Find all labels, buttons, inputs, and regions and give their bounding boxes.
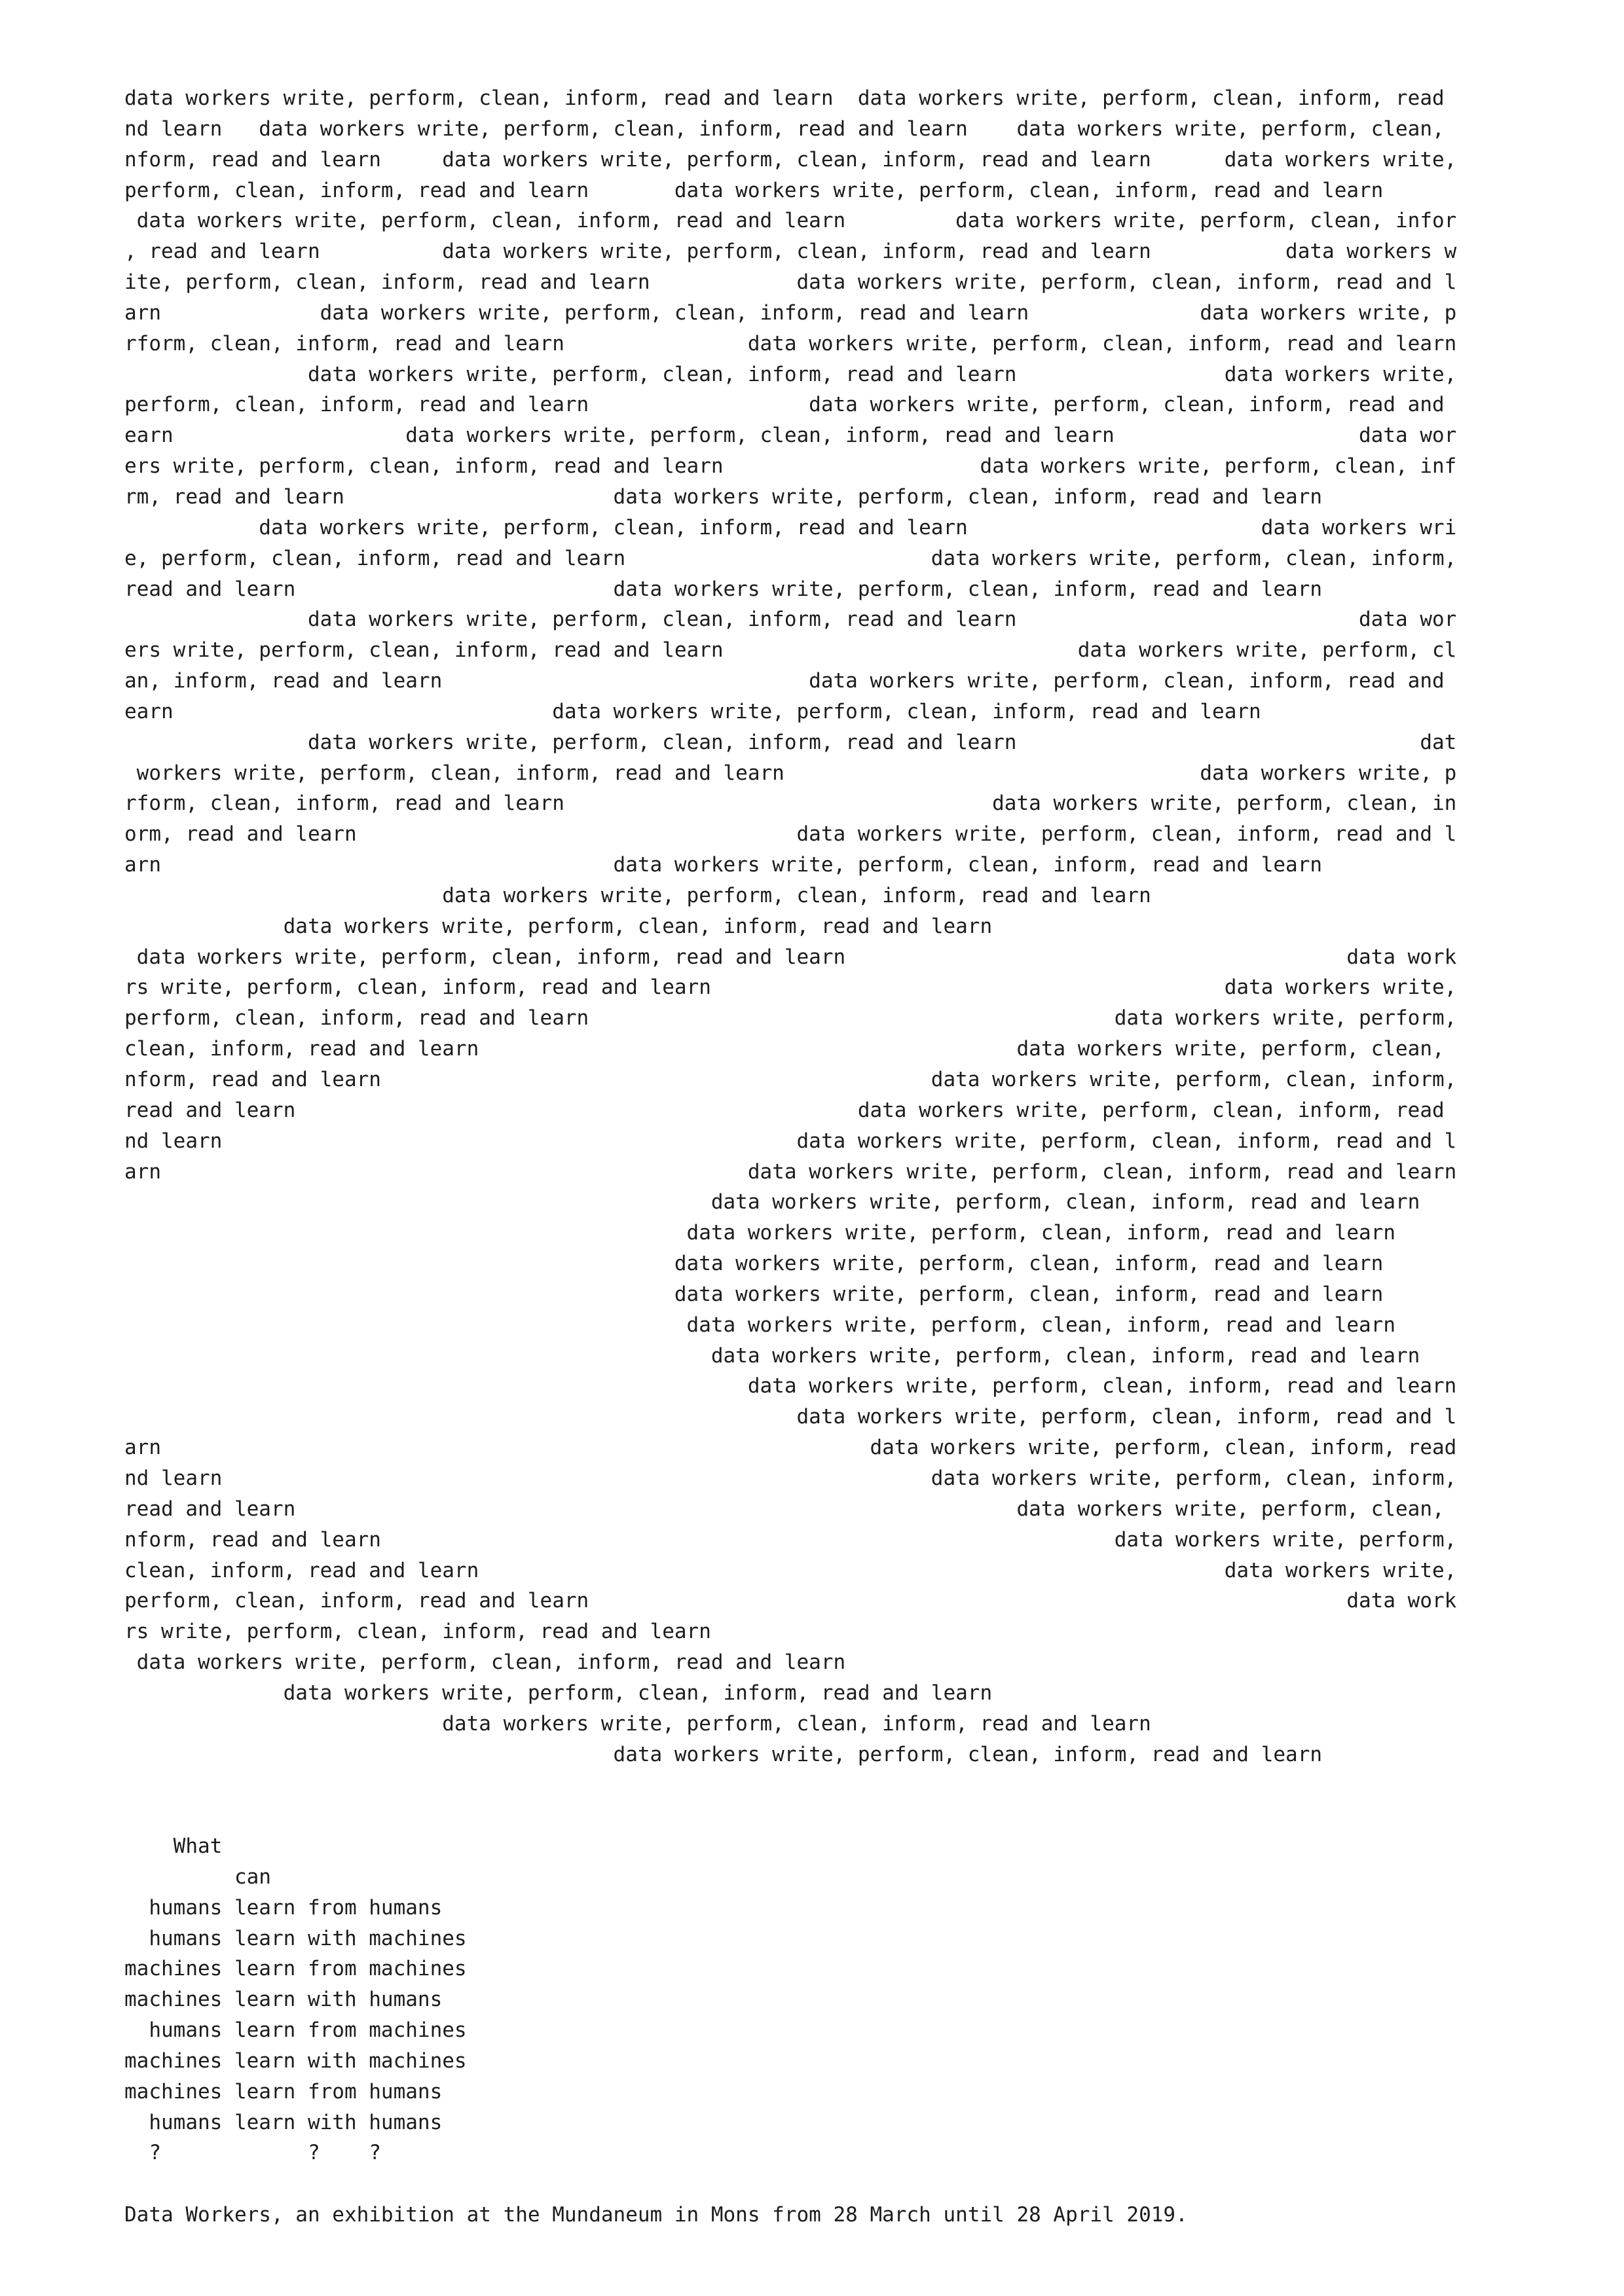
text-line: rm, read and learn data workers write, perform, clean, inform, read and learn — [124, 484, 1323, 509]
text-line: earn data workers write, perform, clean, inform, read and learn — [124, 699, 1261, 723]
text-line: can — [124, 1865, 271, 1889]
text-line: orm, read and learn data workers write, perform, clean, inform, read and l — [124, 822, 1457, 847]
text-line: data workers write, perform, clean, inform, read and learn — [124, 1221, 1396, 1245]
text-line: humans learn with humans — [124, 2110, 443, 2134]
text-line: data workers write, perform, clean, inform, read and learn — [124, 1742, 1323, 1766]
text-line: data workers write, perform, clean, inform, read and learn — [124, 1190, 1420, 1214]
text-line: rform, clean, inform, read and learn data workers write, perform, clean, inform, read and learn — [124, 331, 1457, 355]
text-line: arn data workers write, perform, clean, inform, read and learn — [124, 1159, 1457, 1184]
text-line: humans learn from humans — [124, 1895, 443, 1920]
text-line: ers write, perform, clean, inform, read and learn data workers write, perform, cl — [124, 638, 1457, 663]
text-line: read and learn data workers write, perform, clean, inform, read and learn — [124, 577, 1323, 601]
text-line: clean, inform, read and learn data workers write, perform, clean, — [124, 1037, 1445, 1061]
footer-caption: Data Workers, an exhibition at the Mundaneum in Mons from 28 March until 28 April 2019. — [124, 2203, 1188, 2227]
text-line: nform, read and learn data workers write, perform, clean, inform, read and learn data workers write, — [124, 147, 1457, 172]
ascii-pattern-block — [124, 83, 1456, 1770]
text-line: machines learn with machines — [124, 2049, 467, 2073]
text-line: data workers write, perform, clean, inform, read and learn — [124, 1343, 1420, 1368]
text-line: rs write, perform, clean, inform, read and learn — [124, 1620, 711, 1644]
text-line: nform, read and learn data workers write, perform, clean, inform, — [124, 1068, 1457, 1091]
text-line: machines learn from humans — [124, 2079, 443, 2104]
text-line: data workers write, perform, clean, inform, read and learn data workers write, perform, clean, infor — [124, 209, 1457, 233]
text-line: data workers write, perform, clean, inform, read and learn — [124, 1374, 1457, 1398]
text-line: data workers write, perform, clean, inform, read and learn data workers write, perform, clean, inform, read — [124, 86, 1445, 110]
text-line: arn data workers write, perform, clean, inform, read and learn — [124, 853, 1323, 877]
text-line: data workers write, perform, clean, inform, read and learn — [124, 1252, 1384, 1276]
text-line: arn data workers write, perform, clean, inform, read — [124, 1436, 1457, 1460]
text-line: rform, clean, inform, read and learn data workers write, perform, clean, in — [124, 792, 1457, 816]
text-line: perform, clean, inform, read and learn data workers write, perform, clean, inform, read and learn — [124, 178, 1384, 202]
poem-block — [124, 1831, 467, 2168]
text-line: data workers write, perform, clean, inform, read and learn — [124, 1282, 1384, 1306]
text-line: data workers write, perform, clean, inform, read and learn dat — [124, 730, 1457, 754]
text-line: What — [124, 1834, 223, 1858]
text-line: machines learn from machines — [124, 1957, 467, 1981]
text-line: data workers write, perform, clean, inform, read and learn — [124, 1711, 1151, 1736]
text-line: nd learn data workers write, perform, clean, inform, read and learn data workers write, perform, clean, — [124, 117, 1445, 141]
text-line: perform, clean, inform, read and learn data work — [124, 1589, 1457, 1613]
text-line: read and learn data workers write, perform, clean, inform, read — [124, 1098, 1445, 1122]
text-line: data workers write, perform, clean, inform, read and learn — [124, 883, 1151, 907]
text-line: humans learn with machines — [124, 1926, 467, 1950]
text-line: clean, inform, read and learn data workers write, — [124, 1558, 1457, 1582]
text-line: machines learn with humans — [124, 1988, 443, 2012]
text-line: nform, read and learn data workers write, perform, — [124, 1527, 1457, 1552]
text-line: rs write, perform, clean, inform, read and learn data workers write, — [124, 975, 1457, 1000]
text-line: an, inform, read and learn data workers write, perform, clean, inform, read and — [124, 669, 1445, 693]
text-line: humans learn from machines — [124, 2018, 467, 2043]
text-line: , read and learn data workers write, perform, clean, inform, read and learn data workers w — [124, 240, 1457, 264]
text-line: nd learn data workers write, perform, clean, inform, read and l — [124, 1129, 1457, 1153]
text-line: data workers write, perform, clean, inform, read and learn data workers wri — [124, 515, 1457, 539]
text-line: perform, clean, inform, read and learn data workers write, perform, clean, inform, read and — [124, 393, 1445, 417]
text-line: ers write, perform, clean, inform, read and learn data workers write, perform, clean, inf — [124, 454, 1457, 479]
text-line: data workers write, perform, clean, inform, read and learn data workers write, — [124, 362, 1457, 386]
text-line: nd learn data workers write, perform, clean, inform, — [124, 1466, 1457, 1490]
text-line: e, perform, clean, inform, read and learn data workers write, perform, clean, inform, — [124, 546, 1457, 570]
text-line: arn data workers write, perform, clean, inform, read and learn data workers write, p — [124, 301, 1457, 325]
text-line: data workers write, perform, clean, inform, read and learn data wor — [124, 608, 1457, 632]
text-line: workers write, perform, clean, inform, read and learn data workers write, p — [124, 761, 1457, 785]
text-line: data workers write, perform, clean, inform, read and learn — [124, 1313, 1396, 1337]
text-line: data workers write, perform, clean, inform, read and l — [124, 1405, 1457, 1429]
text-line: data workers write, perform, clean, inform, read and learn — [124, 1650, 846, 1675]
text-line: ? ? ? — [124, 2141, 381, 2165]
text-line: read and learn data workers write, perform, clean, — [124, 1497, 1445, 1521]
text-line: data workers write, perform, clean, inform, read and learn — [124, 1681, 993, 1705]
text-line: ite, perform, clean, inform, read and learn data workers write, perform, clean, inform, read and l — [124, 270, 1457, 295]
text-line: earn data workers write, perform, clean, inform, read and learn data wor — [124, 424, 1457, 448]
text-line: perform, clean, inform, read and learn data workers write, perform, — [124, 1006, 1457, 1030]
text-line: data workers write, perform, clean, inform, read and learn — [124, 914, 993, 938]
text-line: data workers write, perform, clean, inform, read and learn data work — [124, 945, 1457, 969]
